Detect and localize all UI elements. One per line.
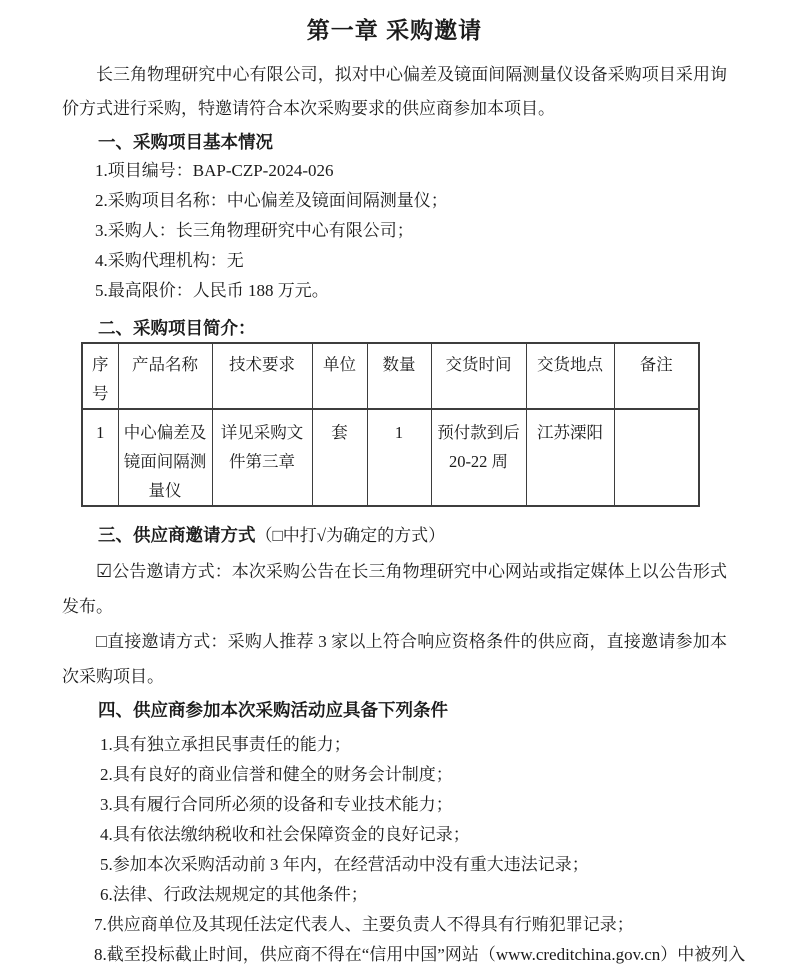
- list-item: 6.法律、行政法规规定的其他条件；: [100, 885, 368, 904]
- table-header-unit: 单位: [312, 343, 367, 409]
- list-item: 2.具有良好的商业信誉和健全的财务会计制度；: [100, 765, 453, 784]
- list-item: 3.采购人：长三角物理研究中心有限公司；: [95, 221, 414, 240]
- section3-heading-text: 三、供应商邀请方式: [98, 525, 256, 545]
- section4-heading: 四、供应商参加本次采购活动应具备下列条件: [98, 700, 448, 720]
- cell-product: 中心偏差及镜面间隔测量仪: [118, 409, 212, 506]
- cell-delivery-time: 预付款到后 20-22 周: [431, 409, 526, 506]
- cell-qty: 1: [367, 409, 431, 506]
- cell-seq: 1: [82, 409, 118, 506]
- invite-option-announcement: [62, 554, 727, 624]
- intro-paragraph: 长三角物理研究中心有限公司，拟对中心偏差及镜面间隔测量仪设备采购项目采用询价方式进行采购，特邀请符合本次采购要求的供应商参加本项目。: [62, 65, 727, 118]
- table-header-product: 产品名称: [118, 343, 212, 409]
- list-item: 8.截至投标截止时间，供应商不得在“信用中国”网站（www.creditchina.gov.cn）中被列入: [94, 945, 746, 964]
- option-text: 公告邀请方式：本次采购公告在长三角物理研究中心网站或指定媒体上以公告形式发布。: [62, 562, 727, 616]
- checkbox-checked-icon: ☑: [96, 561, 113, 581]
- table-header-delivery-place: 交货地点: [526, 343, 614, 409]
- section3-heading-note: （□中打√为确定的方式）: [255, 526, 446, 545]
- list-item: 5.参加本次采购活动前 3 年内，在经营活动中没有重大违法记录；: [100, 855, 589, 874]
- table-row: [82, 409, 699, 506]
- cell-delivery-place: 江苏溧阳: [526, 409, 614, 506]
- section2-heading: 二、采购项目简介：: [98, 318, 256, 338]
- list-item: 5.最高限价：人民币 188 万元。: [95, 281, 329, 300]
- table-header-row: [82, 343, 699, 409]
- procurement-items-table: [81, 342, 700, 507]
- table-header-tech: 技术要求: [212, 343, 312, 409]
- checkbox-unchecked-icon: □: [96, 631, 108, 651]
- list-item: 4.采购代理机构：无: [95, 251, 244, 270]
- list-item: 7.供应商单位及其现任法定代表人、主要负责人不得具有行贿犯罪记录；: [94, 915, 634, 934]
- option-text: 直接邀请方式：采购人推荐 3 家以上符合响应资格条件的供应商，直接邀请参加本次采购项目。: [62, 632, 727, 686]
- list-item: 4.具有依法缴纳税收和社会保障资金的良好记录；: [100, 825, 470, 844]
- list-item: 2.采购项目名称：中心偏差及镜面间隔测量仪；: [95, 191, 448, 210]
- invite-option-direct: [62, 624, 727, 694]
- cell-unit: 套: [312, 409, 367, 506]
- table-header-seq: 序号: [82, 343, 118, 409]
- list-item: 3.具有履行合同所必须的设备和专业技术能力；: [100, 795, 453, 814]
- list-item: 1.项目编号：BAP-CZP-2024-026: [95, 161, 334, 180]
- table-header-delivery-time: 交货时间: [431, 343, 526, 409]
- cell-remark: [614, 409, 699, 506]
- cell-tech: 详见采购文件第三章: [212, 409, 312, 506]
- list-item: 1.具有独立承担民事责任的能力；: [100, 735, 351, 754]
- table-header-remark: 备注: [614, 343, 699, 409]
- table-header-qty: 数量: [367, 343, 431, 409]
- section1-heading: 一、采购项目基本情况: [98, 132, 273, 152]
- page-title: 第一章 采购邀请: [306, 17, 483, 43]
- section3-heading: [62, 521, 727, 550]
